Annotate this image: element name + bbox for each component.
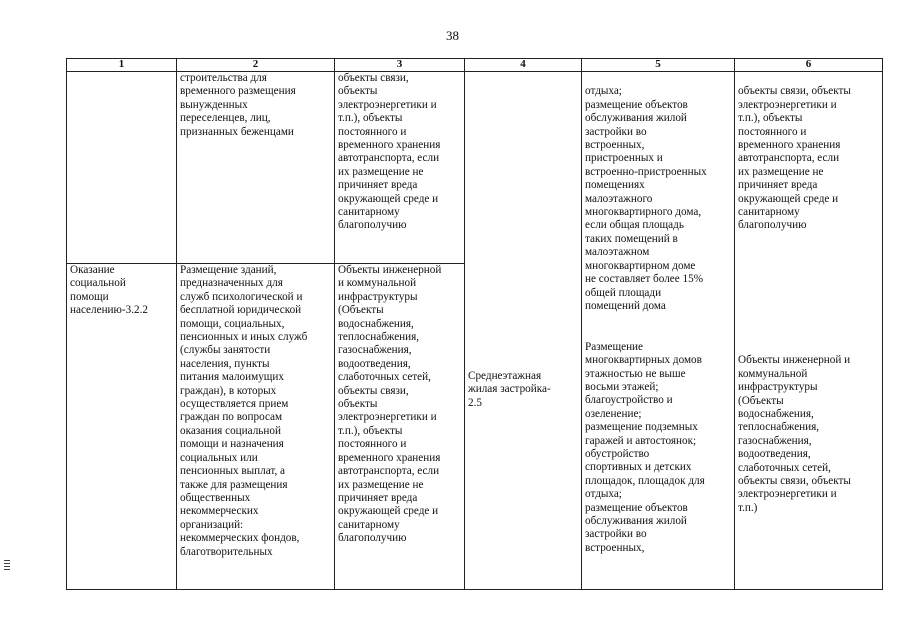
- allowed-use-text-1: отдыха; размещение объектов обслуживания жилой застройки во встроенных, пристроенных и встроенно-пристроенных помещениях малоэтажного многоквартирного дома, если общая площадь таких помещений в малоэтажном многоквартирном доме не составляет более 15% общей площади помещений дома: [585, 85, 707, 312]
- infrastructure-cell: [735, 72, 883, 590]
- row2-col3-cell: Объекты инженерной и коммунальной инфраструктуры (Объекты водоснабжения, теплоснабжения, газоснабжения, водоотведения, слаботочных сетей, объекты связи, объекты электроэнергетики и т.п.), объекты постоянного и временного хранения автотранспорта, если их размещение не причиняет вреда окружающей среде и санитарному благополучию: [335, 264, 465, 590]
- spacer: [468, 85, 578, 356]
- spacer: [585, 313, 731, 327]
- column-header-2: 2: [177, 59, 335, 72]
- spacer: [738, 233, 879, 341]
- column-header-4: 4: [465, 59, 582, 72]
- zone-name-text: Среднеэтажная жилая застройка- 2.5: [468, 369, 551, 409]
- infrastructure-text-1: объекты связи, объекты электроэнергетики и т.п.), объекты постоянного и временного хранения автотранспорта, если их размещение не причиняет вреда окружающей среде и санитарному благополучию: [738, 85, 851, 232]
- row1-col1-cell: [67, 72, 177, 264]
- allowed-use-cell: [582, 72, 735, 590]
- column-number-row: [67, 59, 883, 72]
- zone-name-cell: [465, 72, 582, 590]
- infrastructure-text-2: Объекты инженерной и коммунальной инфраструктуры (Объекты водоснабжения, теплоснабжения, газоснабжения, водоотведения, слаботочных сетей, объекты связи, объекты электроэнергетики и т.п.): [738, 354, 851, 514]
- column-header-6: 6: [735, 59, 883, 72]
- row2-col2-cell: Размещение зданий, предназначенных для служб психологической и бесплатной юридической помощи, социальных, пенсионных и иных служб (службы занятости населения, пункты питания малоимущих граждан), в которых осуществляется прием граждан по вопросам оказания социальной помощи и назначения социальных или пенсионных выплат, а также для размещения общественных некоммерческих организаций: некоммерческих фондов, благотворительных: [177, 264, 335, 590]
- row2-col1-cell: Оказание социальной помощи населению-3.2.2: [67, 264, 177, 590]
- land-use-table: [66, 58, 883, 590]
- row1-col3-cell: объекты связи, объекты электроэнергетики и т.п.), объекты постоянного и временного хранения автотранспорта, если их размещение не причиняет вреда окружающей среде и санитарному благополучию: [335, 72, 465, 264]
- column-header-5: 5: [582, 59, 735, 72]
- table-row: [67, 72, 883, 264]
- row1-col2-cell: строительства для временного размещения вынужденных переселенцев, лиц, признанных беженцами: [177, 72, 335, 264]
- allowed-use-text-2: Размещение многоквартирных домов этажностью не выше восьми этажей; благоустройство и озеленение; размещение подземных гаражей и автостоянок; обустройство спортивных и детских площадок, площадок для отдыха; размещение объектов обслуживания жилой застройки во встроенных,: [585, 340, 705, 554]
- column-header-3: 3: [335, 59, 465, 72]
- column-header-1: 1: [67, 59, 177, 72]
- page-number: 38: [446, 28, 459, 43]
- binding-mark: [4, 560, 10, 576]
